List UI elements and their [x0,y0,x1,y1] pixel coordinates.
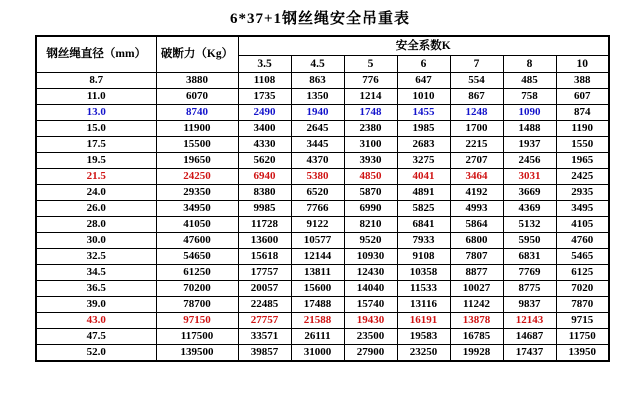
column-header-k: 5 [344,56,397,73]
safe-load-cell: 3031 [503,169,556,185]
breaking-force-cell: 70200 [156,281,238,297]
safe-load-cell: 10930 [344,249,397,265]
diameter-cell: 17.5 [36,137,156,153]
table-row [36,249,609,265]
safe-load-cell: 3275 [397,153,450,169]
diameter-cell: 19.5 [36,153,156,169]
safe-load-cell: 554 [450,73,503,89]
safe-load-cell: 27757 [238,313,291,329]
breaking-force-cell: 6070 [156,89,238,105]
safe-load-cell: 39857 [238,345,291,362]
safe-load-cell: 11242 [450,297,503,313]
safe-load-cell: 1940 [291,105,344,121]
breaking-force-cell: 78700 [156,297,238,313]
safe-load-cell: 867 [450,89,503,105]
diameter-cell: 21.5 [36,169,156,185]
safe-load-cell: 1985 [397,121,450,137]
safe-load-cell: 7020 [556,281,609,297]
safe-load-cell: 21588 [291,313,344,329]
safe-load-cell: 6125 [556,265,609,281]
diameter-cell: 30.0 [36,233,156,249]
safe-load-cell: 26111 [291,329,344,345]
safe-load-cell: 3445 [291,137,344,153]
table-row [36,153,609,169]
table-body [36,73,609,362]
table-row [36,121,609,137]
safe-load-cell: 2707 [450,153,503,169]
safe-load-cell: 13950 [556,345,609,362]
breaking-force-cell: 8740 [156,105,238,121]
table-row [36,265,609,281]
breaking-force-cell: 29350 [156,185,238,201]
breaking-force-cell: 11900 [156,121,238,137]
safe-load-cell: 4891 [397,185,450,201]
safe-load-cell: 17437 [503,345,556,362]
breaking-force-cell: 139500 [156,345,238,362]
column-header-k: 8 [503,56,556,73]
safe-load-cell: 4760 [556,233,609,249]
safe-load-cell: 1748 [344,105,397,121]
safe-load-cell: 33571 [238,329,291,345]
safe-load-cell: 9108 [397,249,450,265]
safe-load-table [35,35,610,362]
diameter-cell: 47.5 [36,329,156,345]
column-header-safety-factor-group: 安全系数K [238,36,609,56]
safe-load-cell: 1190 [556,121,609,137]
safe-load-cell: 5465 [556,249,609,265]
safe-load-cell: 6940 [238,169,291,185]
safe-load-cell: 2935 [556,185,609,201]
safe-load-cell: 17488 [291,297,344,313]
safe-load-cell: 5620 [238,153,291,169]
safe-load-cell: 2490 [238,105,291,121]
safe-load-cell: 1108 [238,73,291,89]
safe-load-cell: 16191 [397,313,450,329]
breaking-force-cell: 61250 [156,265,238,281]
safe-load-cell: 6520 [291,185,344,201]
breaking-force-cell: 19650 [156,153,238,169]
safe-load-cell: 5950 [503,233,556,249]
safe-load-cell: 12143 [503,313,556,329]
safe-load-cell: 1214 [344,89,397,105]
table-row [36,73,609,89]
safe-load-cell: 4105 [556,217,609,233]
safe-load-cell: 9520 [344,233,397,249]
breaking-force-cell: 41050 [156,217,238,233]
safe-load-cell: 12430 [344,265,397,281]
table-row [36,89,609,105]
safe-load-cell: 1937 [503,137,556,153]
column-header-k: 6 [397,56,450,73]
safe-load-cell: 4370 [291,153,344,169]
safe-load-cell: 15600 [291,281,344,297]
safe-load-cell: 874 [556,105,609,121]
safe-load-cell: 15740 [344,297,397,313]
column-header-k: 3.5 [238,56,291,73]
safe-load-cell: 6841 [397,217,450,233]
table-row [36,313,609,329]
safe-load-cell: 2215 [450,137,503,153]
safe-load-cell: 9715 [556,313,609,329]
safe-load-cell: 7870 [556,297,609,313]
breaking-force-cell: 34950 [156,201,238,217]
safe-load-cell: 647 [397,73,450,89]
safe-load-cell: 9985 [238,201,291,217]
safe-load-cell: 485 [503,73,556,89]
safe-load-cell: 11533 [397,281,450,297]
safe-load-cell: 13878 [450,313,503,329]
breaking-force-cell: 54650 [156,249,238,265]
safe-load-cell: 20057 [238,281,291,297]
diameter-cell: 28.0 [36,217,156,233]
diameter-cell: 36.5 [36,281,156,297]
safe-load-cell: 758 [503,89,556,105]
table-row [36,105,609,121]
safe-load-cell: 13600 [238,233,291,249]
safe-load-cell: 7769 [503,265,556,281]
safe-load-cell: 2425 [556,169,609,185]
diameter-cell: 32.5 [36,249,156,265]
table-row [36,345,609,362]
breaking-force-cell: 97150 [156,313,238,329]
column-header-k: 7 [450,56,503,73]
table-row [36,297,609,313]
safe-load-cell: 2380 [344,121,397,137]
safe-load-cell: 10358 [397,265,450,281]
safe-load-cell: 27900 [344,345,397,362]
safe-load-cell: 14040 [344,281,397,297]
safe-load-cell: 5825 [397,201,450,217]
safe-load-cell: 15618 [238,249,291,265]
table-header [36,36,609,73]
safe-load-cell: 14687 [503,329,556,345]
safe-load-cell: 3464 [450,169,503,185]
safe-load-cell: 3400 [238,121,291,137]
safe-load-cell: 1455 [397,105,450,121]
safe-load-cell: 1550 [556,137,609,153]
header-group-row [36,36,609,56]
safe-load-cell: 10577 [291,233,344,249]
safe-load-cell: 11728 [238,217,291,233]
safe-load-cell: 6831 [503,249,556,265]
safe-load-cell: 13116 [397,297,450,313]
safe-load-cell: 4192 [450,185,503,201]
safe-load-cell: 12144 [291,249,344,265]
safe-load-cell: 19583 [397,329,450,345]
safe-load-cell: 22485 [238,297,291,313]
safe-load-cell: 19928 [450,345,503,362]
safe-load-cell: 4041 [397,169,450,185]
safe-load-cell: 7766 [291,201,344,217]
safe-load-cell: 1010 [397,89,450,105]
safe-load-cell: 5380 [291,169,344,185]
safe-load-cell: 1350 [291,89,344,105]
safe-load-cell: 2645 [291,121,344,137]
diameter-cell: 52.0 [36,345,156,362]
column-header-diameter: 钢丝绳直径（mm） [36,36,156,73]
safe-load-cell: 2456 [503,153,556,169]
safe-load-cell: 9122 [291,217,344,233]
diameter-cell: 34.5 [36,265,156,281]
safe-load-cell: 5870 [344,185,397,201]
safe-load-cell: 3669 [503,185,556,201]
safe-load-cell: 6800 [450,233,503,249]
safe-load-cell: 7807 [450,249,503,265]
table-row [36,201,609,217]
safe-load-cell: 2683 [397,137,450,153]
diameter-cell: 11.0 [36,89,156,105]
diameter-cell: 8.7 [36,73,156,89]
safe-load-cell: 4850 [344,169,397,185]
page-title: 6*37+1钢丝绳安全吊重表 [229,11,411,27]
safe-load-cell: 6990 [344,201,397,217]
safe-load-cell: 1248 [450,105,503,121]
safe-load-cell: 3100 [344,137,397,153]
safe-load-cell: 5864 [450,217,503,233]
safe-load-cell: 31000 [291,345,344,362]
table-row [36,217,609,233]
breaking-force-cell: 47600 [156,233,238,249]
safe-load-cell: 1488 [503,121,556,137]
table-row [36,233,609,249]
diameter-cell: 24.0 [36,185,156,201]
table-row [36,137,609,153]
diameter-cell: 15.0 [36,121,156,137]
safe-load-cell: 776 [344,73,397,89]
safe-load-cell: 23250 [397,345,450,362]
breaking-force-cell: 117500 [156,329,238,345]
safe-load-cell: 11750 [556,329,609,345]
table-row [36,281,609,297]
safe-load-cell: 3930 [344,153,397,169]
diameter-cell: 13.0 [36,105,156,121]
safe-load-cell: 23500 [344,329,397,345]
diameter-cell: 43.0 [36,313,156,329]
safe-load-cell: 4993 [450,201,503,217]
table-row [36,169,609,185]
safe-load-cell: 10027 [450,281,503,297]
breaking-force-cell: 24250 [156,169,238,185]
column-header-k: 10 [556,56,609,73]
safe-load-cell: 13811 [291,265,344,281]
safe-load-cell: 1090 [503,105,556,121]
breaking-force-cell: 15500 [156,137,238,153]
safe-load-cell: 8380 [238,185,291,201]
diameter-cell: 26.0 [36,201,156,217]
safe-load-cell: 1735 [238,89,291,105]
safe-load-cell: 8210 [344,217,397,233]
safe-load-cell: 863 [291,73,344,89]
safe-load-cell: 5132 [503,217,556,233]
safe-load-cell: 8775 [503,281,556,297]
safe-load-cell: 1965 [556,153,609,169]
safe-load-cell: 4369 [503,201,556,217]
safe-load-cell: 4330 [238,137,291,153]
breaking-force-cell: 3880 [156,73,238,89]
safe-load-cell: 8877 [450,265,503,281]
safe-load-cell: 1700 [450,121,503,137]
diameter-cell: 39.0 [36,297,156,313]
table-row [36,329,609,345]
safe-load-cell: 17757 [238,265,291,281]
table-row [36,185,609,201]
safe-load-cell: 607 [556,89,609,105]
column-header-breaking-force: 破断力（Kg） [156,36,238,73]
safe-load-cell: 3495 [556,201,609,217]
safe-load-cell: 388 [556,73,609,89]
safe-load-cell: 7933 [397,233,450,249]
column-header-k: 4.5 [291,56,344,73]
safe-load-cell: 9837 [503,297,556,313]
safe-load-cell: 19430 [344,313,397,329]
safe-load-cell: 16785 [450,329,503,345]
